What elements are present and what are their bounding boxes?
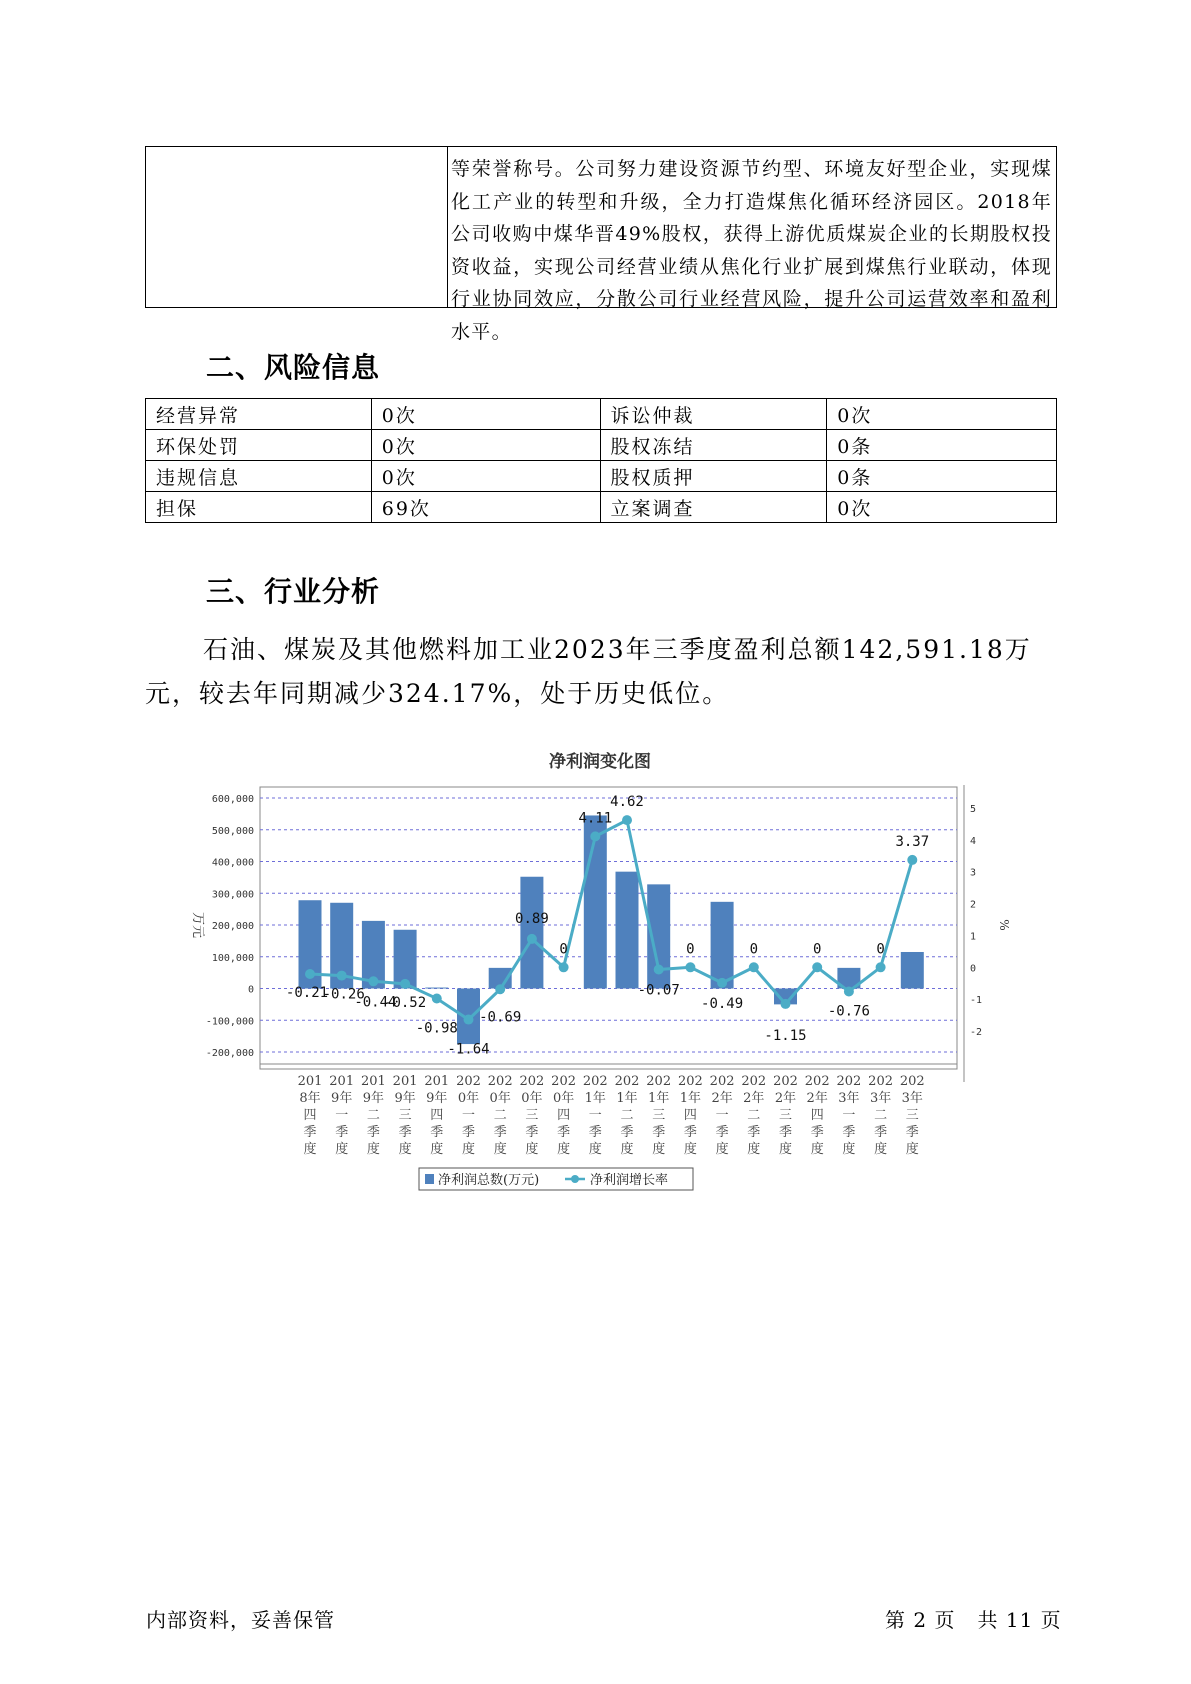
growth-rate-point bbox=[876, 962, 886, 972]
y-right-tick-label: -1 bbox=[970, 995, 983, 1007]
growth-rate-data-label: -1.15 bbox=[764, 1027, 807, 1044]
risk-label: 环保处罚 bbox=[146, 430, 372, 461]
risk-count: 0次 bbox=[827, 492, 1057, 523]
growth-rate-data-label: -0.26 bbox=[322, 986, 365, 1003]
growth-rate-data-label: -0.69 bbox=[479, 1009, 522, 1026]
growth-rate-point bbox=[844, 986, 854, 996]
footer-confidential: 内部资料，妥善保管 bbox=[146, 1608, 335, 1632]
risk-count: 0次 bbox=[371, 399, 600, 430]
y-right-tick-label: 1 bbox=[970, 931, 977, 943]
y-right-tick-label: 5 bbox=[970, 804, 977, 815]
legend-line-marker bbox=[571, 1175, 579, 1183]
growth-rate-point bbox=[368, 976, 378, 986]
growth-rate-line bbox=[310, 820, 912, 1019]
y-right-axis-title: % bbox=[997, 919, 1011, 931]
y-left-tick-label: 100,000 bbox=[211, 952, 254, 964]
x-category-label: 202 1年二季度 bbox=[614, 1074, 640, 1157]
y-right-tick-label: 2 bbox=[970, 899, 977, 911]
growth-rate-point bbox=[654, 965, 664, 975]
risk-count: 0条 bbox=[827, 461, 1057, 492]
y-left-tick-label: 0 bbox=[247, 984, 254, 996]
risk-table-row bbox=[146, 461, 1057, 492]
y-right-tick-label: 3 bbox=[970, 867, 977, 879]
y-right-tick-label: 0 bbox=[970, 963, 977, 975]
profit-bar bbox=[901, 952, 924, 989]
industry-paragraph bbox=[145, 628, 1057, 716]
chart-title: 净利润变化图 bbox=[549, 752, 651, 772]
growth-rate-point bbox=[622, 815, 632, 825]
growth-rate-data-label: 0 bbox=[876, 941, 885, 958]
x-category-label: 202 1年四季度 bbox=[677, 1074, 703, 1157]
x-category-label: 202 1年一季度 bbox=[582, 1074, 608, 1157]
net-profit-chart bbox=[180, 740, 1020, 1200]
growth-rate-point bbox=[464, 1015, 474, 1025]
growth-rate-point bbox=[337, 971, 347, 981]
growth-rate-point bbox=[812, 962, 822, 972]
y-right-tick-label: -2 bbox=[970, 1027, 983, 1038]
y-left-tick-label: 400,000 bbox=[211, 857, 254, 869]
growth-rate-data-label: 0 bbox=[812, 941, 822, 958]
x-category-label: 201 9年三季度 bbox=[392, 1074, 418, 1157]
risk-label: 诉讼仲裁 bbox=[600, 399, 827, 430]
growth-rate-data-label: -0.07 bbox=[637, 982, 680, 999]
profit-bar bbox=[616, 872, 639, 989]
growth-rate-point bbox=[432, 994, 442, 1004]
risk-count: 0条 bbox=[827, 430, 1057, 461]
profit-bar bbox=[711, 902, 734, 989]
footer-page-number: 第 2 页 共 11 页 bbox=[885, 1608, 1062, 1632]
growth-rate-point bbox=[559, 962, 569, 972]
growth-rate-point bbox=[400, 979, 410, 989]
profit-bar bbox=[425, 988, 448, 989]
y-left-tick-label: 200,000 bbox=[211, 921, 254, 932]
x-category-label: 202 0年一季度 bbox=[456, 1074, 481, 1157]
y-left-tick-label: -200,000 bbox=[205, 1048, 254, 1059]
risk-label: 股权质押 bbox=[600, 461, 827, 492]
growth-rate-data-label: 4.62 bbox=[610, 794, 644, 811]
x-category-label: 202 3年二季度 bbox=[868, 1074, 894, 1157]
section-title-risk: 二、风险信息 bbox=[206, 351, 381, 384]
y-left-tick-label: 500,000 bbox=[211, 825, 254, 837]
profile-text-cell: 等荣誉称号。公司努力建设资源节约型、环境友好型企业，实现煤化工产业的转型和升级，全力打造煤焦化循环经济园区。2018年公司收购中煤华晋49%股权，获得上游优质煤炭企业的长期股权投资收益，实现公司经营业绩从焦化行业扩展到煤焦行业联动，体现行业协同效应，分散公司行业经营风险，提升公司运营效率和盈利水平。 bbox=[451, 158, 1052, 343]
x-category-label: 202 2年一季度 bbox=[709, 1074, 735, 1157]
risk-label: 经营异常 bbox=[146, 399, 372, 430]
y-left-tick-label: -100,000 bbox=[205, 1016, 254, 1028]
x-category-label: 201 8年四季度 bbox=[297, 1074, 323, 1157]
growth-rate-data-label: -0.52 bbox=[384, 994, 427, 1011]
x-category-label: 202 2年四季度 bbox=[804, 1074, 830, 1157]
x-category-label: 202 2年二季度 bbox=[741, 1074, 767, 1157]
risk-label: 立案调查 bbox=[600, 492, 827, 523]
growth-rate-data-label: 0 bbox=[749, 941, 759, 958]
growth-rate-data-label: 3.37 bbox=[895, 833, 930, 850]
y-left-axis-title: 万元 bbox=[190, 911, 205, 939]
growth-rate-data-label: 4.11 bbox=[578, 810, 613, 827]
x-category-label: 202 3年一季度 bbox=[836, 1074, 862, 1157]
growth-rate-data-label: -0.76 bbox=[827, 1003, 870, 1020]
industry-paragraph-text: 石油、煤炭及其他燃料加工业2023年三季度盈利总额142,591.18万元，较去年同期减少324.17%，处于历史低位。 bbox=[145, 635, 1032, 708]
risk-label: 担保 bbox=[146, 492, 372, 523]
legend-bar-swatch bbox=[425, 1174, 434, 1184]
growth-rate-point bbox=[749, 962, 759, 972]
x-category-label: 202 0年二季度 bbox=[487, 1074, 513, 1157]
risk-label: 股权冻结 bbox=[600, 430, 827, 461]
growth-rate-point bbox=[781, 999, 791, 1009]
x-category-label: 202 2年三季度 bbox=[773, 1074, 798, 1157]
growth-rate-data-label: -1.64 bbox=[447, 1041, 490, 1058]
x-category-label: 201 9年一季度 bbox=[329, 1074, 355, 1157]
profile-label-cell bbox=[146, 147, 448, 307]
growth-rate-point bbox=[717, 978, 727, 988]
risk-info-table bbox=[145, 398, 1057, 523]
legend-bar-label: 净利润总数(万元) bbox=[438, 1173, 540, 1188]
growth-rate-point bbox=[907, 855, 917, 865]
growth-rate-data-label: -0.49 bbox=[701, 995, 744, 1012]
growth-rate-point bbox=[495, 984, 505, 994]
profit-bar bbox=[520, 877, 543, 989]
growth-rate-data-label: 0.89 bbox=[515, 910, 549, 927]
risk-count: 0次 bbox=[827, 399, 1057, 430]
growth-rate-data-label: -0.98 bbox=[415, 1020, 458, 1037]
growth-rate-data-label: 0 bbox=[686, 941, 695, 958]
growth-rate-point bbox=[590, 831, 600, 841]
growth-rate-data-label: -0.44 bbox=[354, 994, 397, 1011]
legend-line-label: 净利润增长率 bbox=[590, 1173, 669, 1188]
growth-rate-data-label: -0.21 bbox=[285, 984, 329, 1001]
x-category-label: 202 3年三季度 bbox=[899, 1074, 925, 1157]
growth-rate-point bbox=[305, 969, 315, 979]
risk-count: 69次 bbox=[371, 492, 600, 523]
growth-rate-point bbox=[685, 962, 695, 972]
x-category-label: 202 0年三季度 bbox=[519, 1074, 545, 1157]
x-category-label: 202 0年四季度 bbox=[551, 1074, 577, 1157]
growth-rate-point bbox=[527, 934, 537, 944]
section-title-industry: 三、行业分析 bbox=[206, 575, 381, 608]
y-right-tick-label: 4 bbox=[970, 835, 977, 847]
x-category-label: 201 9年二季度 bbox=[360, 1074, 386, 1157]
growth-rate-data-label: 0 bbox=[559, 941, 568, 958]
y-left-tick-label: 600,000 bbox=[211, 794, 254, 805]
risk-count: 0次 bbox=[371, 430, 600, 461]
risk-table-row bbox=[146, 430, 1057, 461]
company-profile-table bbox=[145, 146, 1057, 343]
x-category-label: 201 9年四季度 bbox=[424, 1074, 450, 1157]
risk-table-row bbox=[146, 492, 1057, 523]
risk-label: 违规信息 bbox=[146, 461, 372, 492]
risk-table-row bbox=[146, 399, 1057, 430]
x-category-label: 202 1年三季度 bbox=[646, 1074, 672, 1157]
risk-count: 0次 bbox=[371, 461, 600, 492]
y-left-tick-label: 300,000 bbox=[211, 889, 254, 901]
